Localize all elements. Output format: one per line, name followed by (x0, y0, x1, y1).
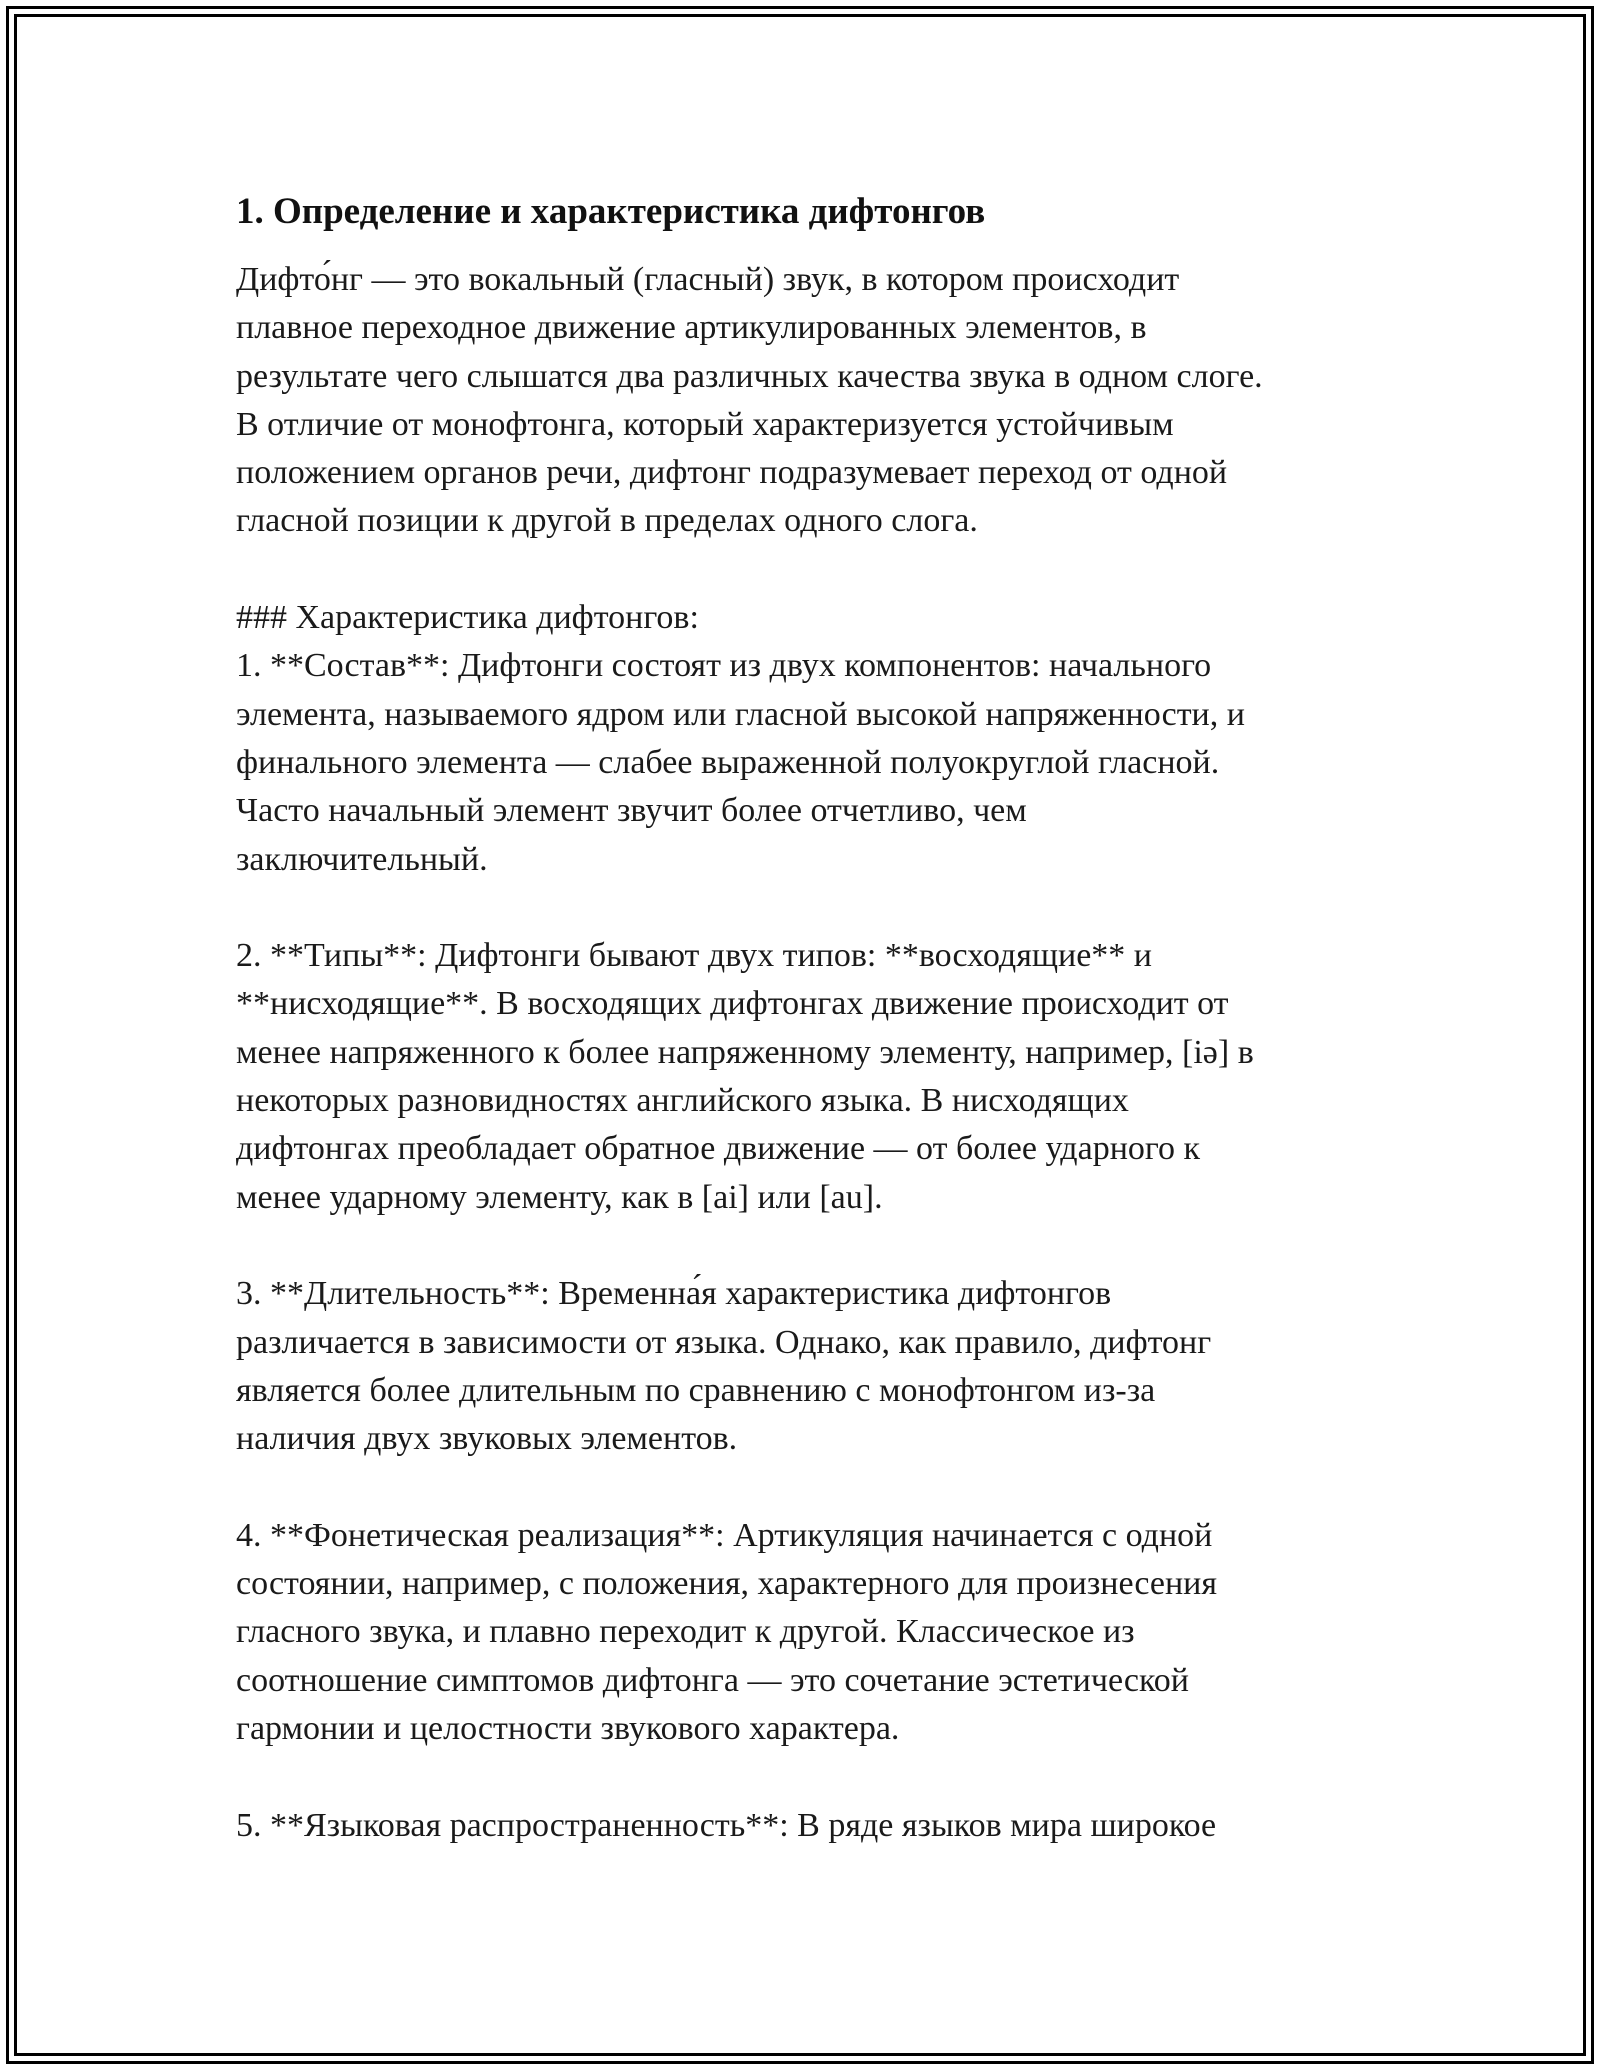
text-line: гармонии и целостности звукового характера. (236, 1709, 900, 1747)
list-item-composition (236, 642, 1366, 883)
spacer (236, 884, 1366, 932)
text-line: 4. **Фонетическая реализация**: Артикуляция начинается с одной (236, 1516, 1213, 1554)
text-line: 1. **Состав**: Дифтонги состоят из двух компонентов: начального (236, 647, 1212, 685)
text-line: наличия двух звуковых элементов. (236, 1420, 738, 1458)
subsection-title: ### Характеристика дифтонгов: (236, 599, 699, 637)
text-line: менее напряженного к более напряженному элементу, например, [iə] в (236, 1033, 1254, 1071)
text-line: финального элемента — слабее выраженной полуокруглой гласной. (236, 743, 1220, 781)
list-item-duration (236, 1270, 1366, 1463)
spacer (236, 546, 1366, 594)
text-line: гласного звука, и плавно переходит к другой. Классическое из (236, 1613, 1135, 1651)
text-line: различается в зависимости от языка. Однако, как правило, дифтонг (236, 1323, 1212, 1361)
text-line: Часто начальный элемент звучит более отчетливо, чем (236, 792, 1027, 830)
spacer (236, 1753, 1366, 1801)
text-line: заключительный. (236, 840, 488, 878)
intro-paragraph (236, 256, 1366, 546)
text-line: **нисходящие**. В восходящих дифтонгах движение происходит от (236, 985, 1229, 1023)
section-heading: 1. Определение и характеристика дифтонгов (236, 191, 986, 232)
text-line: менее ударному элементу, как в [ai] или [au]. (236, 1178, 883, 1216)
document-body (236, 186, 1366, 1850)
text-line: Дифто́нг — это вокальный (гласный) звук, в котором происходит (236, 261, 1180, 298)
spacer (236, 1463, 1366, 1511)
text-line: состоянии, например, с положения, характерного для произнесения (236, 1565, 1218, 1603)
text-line: 2. **Типы**: Дифтонги бывают двух типов: **восходящие** и (236, 937, 1152, 975)
list-item-phonetic-realization (236, 1512, 1366, 1753)
list-item-types (236, 932, 1366, 1222)
characteristics-list (236, 594, 1366, 1850)
text-line: результате чего слышатся два различных качества звука в одном слоге. (236, 357, 1263, 395)
text-line: является более длительным по сравнению с монофтонгом из-за (236, 1371, 1156, 1409)
text-line: плавное переходное движение артикулированных элементов, в (236, 309, 1147, 347)
text-line: положением органов речи, дифтонг подразумевает переход от одной (236, 454, 1228, 492)
list-item-prevalence (236, 1802, 1366, 1850)
spacer (236, 1222, 1366, 1270)
text-line: 5. **Языковая распространенность**: В ряде языков мира широкое (236, 1806, 1217, 1844)
text-line: 3. **Длительность**: Временна́я характеристика дифтонгов (236, 1275, 1112, 1313)
text-line: дифтонгах преобладает обратное движение — от более ударного к (236, 1130, 1201, 1168)
text-line: В отличие от монофтонга, который характеризуется устойчивым (236, 405, 1174, 443)
spacer (236, 238, 1366, 256)
text-line: некоторых разновидностях английского языка. В нисходящих (236, 1082, 1129, 1120)
text-line: гласной позиции к другой в пределах одного слога. (236, 502, 978, 540)
text-line: элемента, называемого ядром или гласной высокой напряженности, и (236, 695, 1245, 733)
text-line: соотношение симптомов дифтонга — это сочетание эстетической (236, 1661, 1189, 1699)
